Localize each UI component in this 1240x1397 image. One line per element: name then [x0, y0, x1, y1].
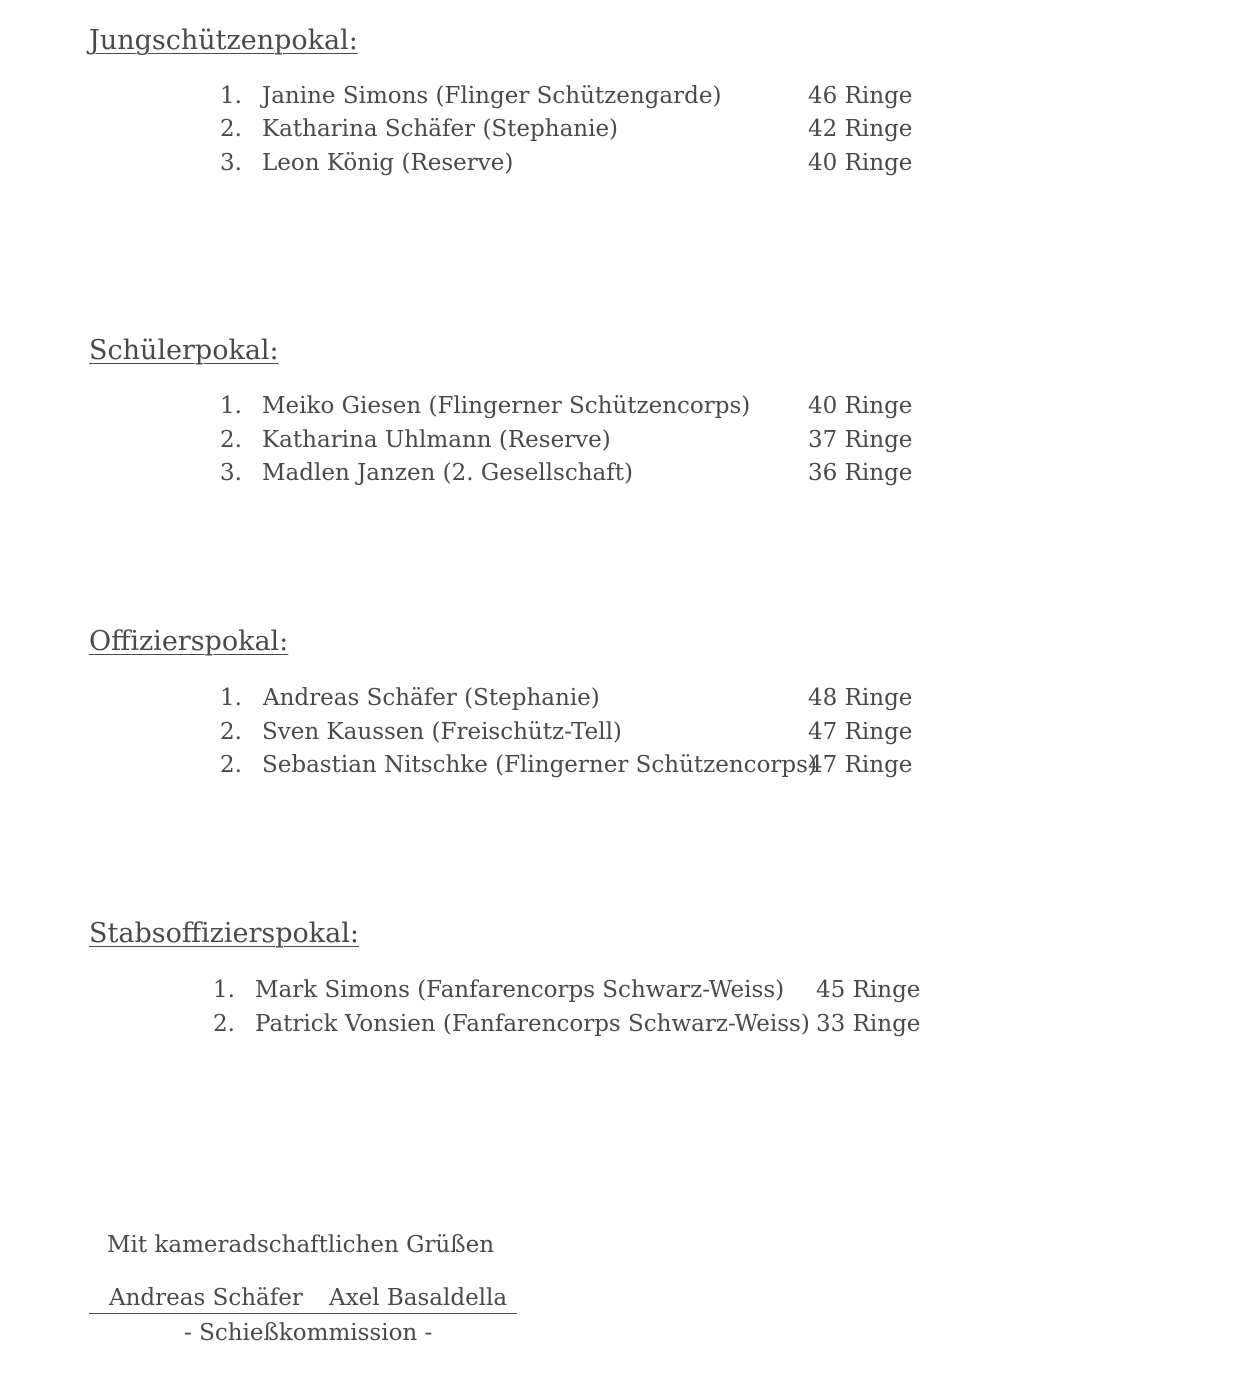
score: 33 Ringe: [816, 1011, 921, 1037]
score: 48 Ringe: [808, 685, 913, 711]
rank-number: 2.: [220, 427, 242, 453]
table-row: [0, 973, 1240, 1007]
table-row: [0, 1007, 1240, 1041]
rank-number: 2.: [220, 752, 242, 778]
participant-name: Sven Kaussen (Freischütz-Tell): [262, 719, 622, 745]
rank-number: 3.: [220, 460, 242, 486]
signature-divider: [89, 1313, 517, 1314]
table-row: [0, 715, 1240, 749]
rank-number: 2.: [220, 116, 242, 142]
score: 40 Ringe: [808, 393, 913, 419]
score: 47 Ringe: [808, 752, 913, 778]
score: 42 Ringe: [808, 116, 913, 142]
table-row: [0, 79, 1240, 113]
score: 36 Ringe: [808, 460, 913, 486]
table-row: [0, 681, 1240, 715]
section-title-jungschuetzenpokal: Jungschützenpokal:: [89, 25, 358, 56]
signatory-name-2: Axel Basaldella: [329, 1285, 508, 1311]
rank-number: 2.: [220, 719, 242, 745]
table-row: [0, 389, 1240, 423]
section-title-offizierspokal: Offizierspokal:: [89, 626, 289, 657]
participant-name: Sebastian Nitschke (Flingerner Schützencorps): [262, 752, 817, 778]
rank-number: 1.: [220, 393, 242, 419]
score: 37 Ringe: [808, 427, 913, 453]
participant-name: Meiko Giesen (Flingerner Schützencorps): [262, 393, 751, 419]
score: 40 Ringe: [808, 150, 913, 176]
participant-name: Patrick Vonsien (Fanfarencorps Schwarz-Weiss): [255, 1011, 810, 1037]
table-row: [0, 423, 1240, 457]
rank-number: 3.: [220, 150, 242, 176]
table-row: [0, 146, 1240, 180]
committee-label: - Schießkommission -: [184, 1320, 433, 1346]
rank-number: 2.: [213, 1011, 235, 1037]
participant-name: Katharina Uhlmann (Reserve): [262, 427, 611, 453]
participant-name: Andreas Schäfer (Stephanie): [263, 685, 600, 711]
table-row: [0, 112, 1240, 146]
participant-name: Katharina Schäfer (Stephanie): [262, 116, 619, 142]
table-row: [0, 748, 1240, 782]
participant-name: Madlen Janzen (2. Gesellschaft): [262, 460, 633, 486]
signatory-name-1: Andreas Schäfer: [109, 1285, 303, 1311]
participant-name: Mark Simons (Fanfarencorps Schwarz-Weiss): [255, 977, 785, 1003]
score: 45 Ringe: [816, 977, 921, 1003]
rank-number: 1.: [220, 685, 242, 711]
participant-name: Leon König (Reserve): [262, 150, 514, 176]
closing-greeting: Mit kameradschaftlichen Grüßen: [107, 1232, 495, 1258]
section-title-stabsoffizierspokal: Stabsoffizierspokal:: [89, 918, 359, 949]
table-row: [0, 456, 1240, 490]
score: 47 Ringe: [808, 719, 913, 745]
participant-name: Janine Simons (Flinger Schützengarde): [262, 83, 722, 109]
section-title-schuelerpokal: Schülerpokal:: [89, 335, 279, 366]
score: 46 Ringe: [808, 83, 913, 109]
rank-number: 1.: [213, 977, 235, 1003]
rank-number: 1.: [220, 83, 242, 109]
